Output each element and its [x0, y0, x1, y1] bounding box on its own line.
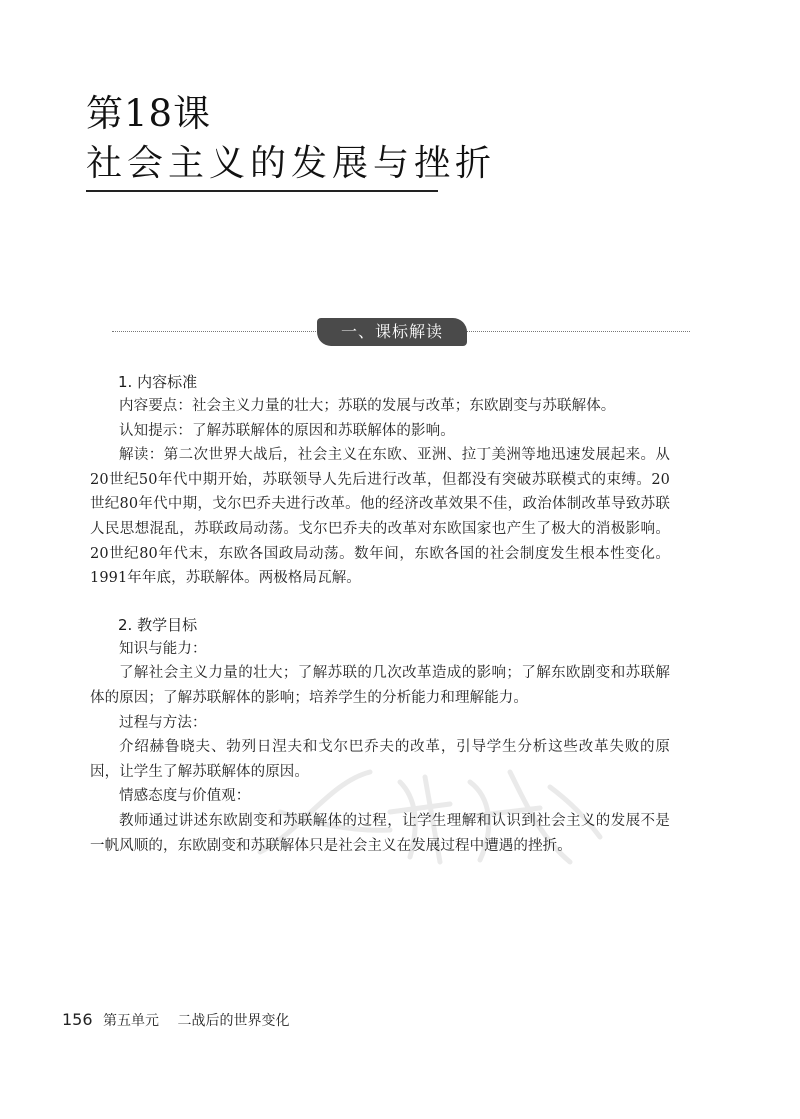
page-number: 156: [62, 1010, 93, 1029]
section-banner: [112, 316, 690, 348]
page-footer: [62, 1010, 289, 1031]
section-gap: [116, 591, 696, 613]
content-points: 内容要点：社会主义力量的壮大；苏联的发展与改革；东欧剧变与苏联解体。: [119, 398, 616, 414]
knowledge-label: 知识与能力：: [119, 640, 207, 657]
lesson-title-block: [86, 92, 726, 192]
process-text: 介绍赫鲁晓夫、勃列日涅夫和戈尔巴乔夫的改革，引导学生分析这些改革失败的原因，让学生了解苏联解体的原因。: [90, 739, 670, 780]
process-label: 过程与方法：: [119, 714, 207, 731]
teaching-goals-heading: 2. 教学目标: [118, 615, 198, 634]
title-underline: [86, 190, 438, 192]
content-standard-heading: 1. 内容标准: [118, 373, 198, 391]
unit-label: 第五单元: [103, 1013, 159, 1029]
emotion-text: 教师通过讲述东欧剧变和苏联解体的过程，让学生理解和认识到社会主义的发展不是一帆风顺的，东欧剧变和苏联解体只是社会主义在发展过程中遭遇的挫折。: [90, 812, 670, 854]
cognitive-hint: 认知提示：了解苏联解体的原因和苏联解体的影响。: [119, 422, 455, 439]
lesson-title: 社会主义的发展与挫折: [86, 143, 497, 184]
lesson-number: 第18课: [86, 92, 212, 135]
section-heading-pill: 一、课标解读: [317, 318, 467, 346]
unit-title: 二战后的世界变化: [177, 1013, 290, 1029]
main-content: [90, 370, 696, 858]
emotion-label: 情感态度与价值观：: [119, 788, 251, 805]
interpretation-paragraph: 解读：第二次世界大战后，社会主义在东欧、亚洲、拉丁美洲等地迅速发展起来。从20世纪50年代中期开始，苏联领导人先后进行改革，但都没有突破苏联模式的束缚。20世纪80年代中期，戈尔巴乔夫进行改革。他的经济改革效果不佳，政治体制改革导致苏联人民思想混乱，苏联政局动荡。戈尔巴乔夫的改革对东欧国家也产生了极大的消极影响。20世纪80年代末，东欧各国政局动荡。数年间，东欧各国的社会制度发生根本性变化。1991年年底，苏联解体。两极格局瓦解。: [90, 447, 670, 587]
knowledge-text: 了解社会主义力量的壮大；了解苏联的几次改革造成的影响；了解东欧剧变和苏联解体的原因；了解苏联解体的影响；培养学生的分析能力和理解能力。: [90, 665, 670, 706]
